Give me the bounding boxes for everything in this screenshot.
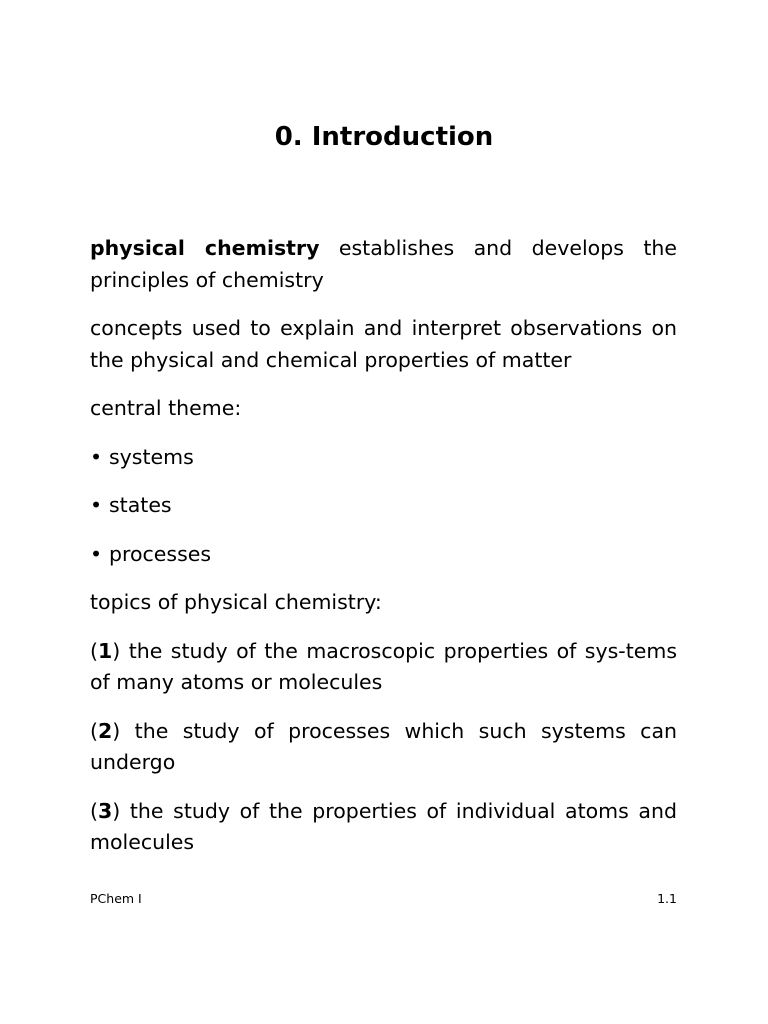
topic-text: the study of the properties of individual atoms and molecules [90, 798, 677, 854]
topic-paren-close: ) [112, 798, 121, 823]
bullet-icon: • [90, 541, 103, 566]
list-item-label: states [109, 493, 172, 517]
intro-term: physical chemistry [90, 236, 320, 260]
topic-paren-open: ( [90, 798, 98, 823]
page-title: 0. Introduction [274, 122, 494, 152]
topic-paren-open: ( [90, 638, 98, 663]
topic-item [90, 716, 677, 779]
topic-paren-close: ) [112, 638, 121, 663]
bullet-icon: • [90, 444, 103, 469]
topic-text: the study of the macroscopic properties of sys-tems of many atoms or molecules [90, 638, 677, 694]
intro-text: establishes and develops the principles of chemistry [90, 236, 677, 292]
list-item [90, 442, 677, 474]
topic-number: 2 [98, 718, 113, 743]
topic-number: 1 [98, 638, 113, 663]
page-number: 1.1 [657, 891, 677, 906]
topics-heading: topics of physical chemistry: [90, 590, 382, 614]
central-theme-list [90, 442, 677, 571]
list-item-label: processes [109, 541, 212, 566]
bullet-icon: • [90, 493, 103, 517]
page-content [90, 233, 677, 876]
footer-course-label: PChem I [90, 891, 142, 906]
list-item [90, 490, 677, 522]
topic-item [90, 796, 677, 859]
intro-paragraph [90, 233, 677, 296]
topic-paren-close: ) [112, 718, 121, 743]
topic-text: the study of processes which such systems can undergo [90, 718, 677, 774]
list-item [90, 539, 677, 571]
list-item-label: systems [109, 444, 194, 469]
topic-number: 3 [98, 798, 113, 823]
central-theme-heading: central theme: [90, 396, 242, 420]
topic-item [90, 636, 677, 699]
concepts-paragraph: concepts used to explain and interpret observations on the physical and chemical properties of matter [90, 316, 677, 372]
topic-paren-open: ( [90, 718, 98, 743]
